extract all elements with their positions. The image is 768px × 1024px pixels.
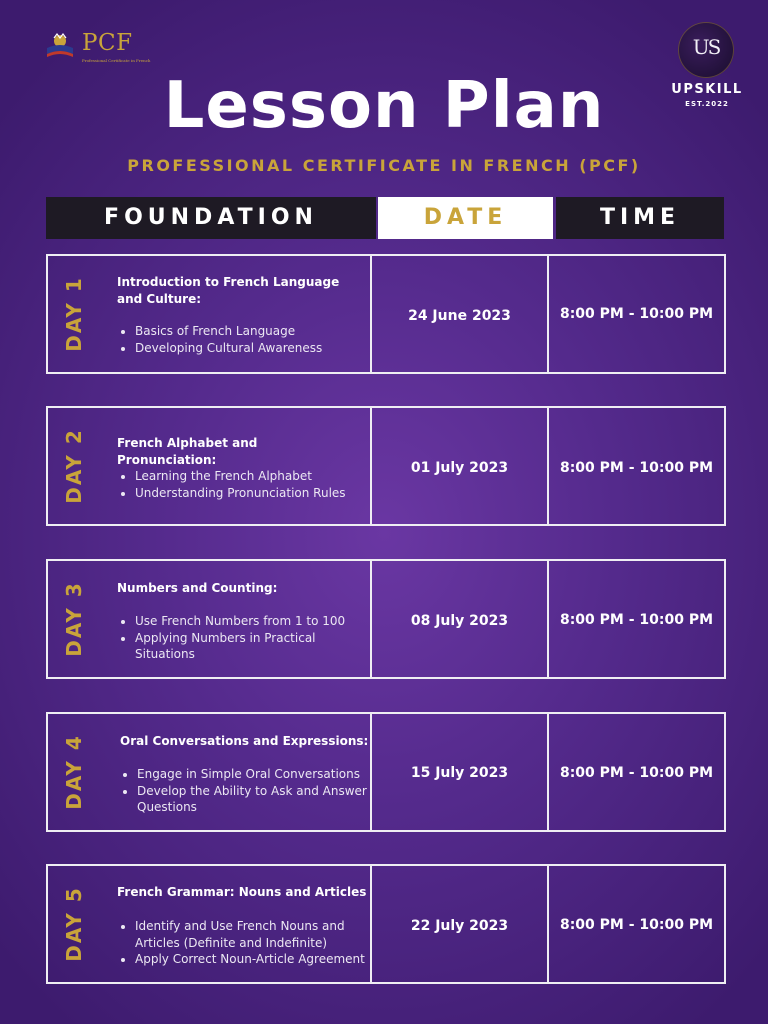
header-foundation: FOUNDATION <box>46 197 376 239</box>
lesson-point: • Basics of French Language <box>135 323 367 340</box>
lesson-time-cell <box>547 712 726 832</box>
lesson-row-day-1 <box>46 254 724 374</box>
lesson-time: 8:00 PM - 10:00 PM <box>559 765 714 781</box>
lesson-topic-cell <box>46 559 372 679</box>
header-date: DATE <box>378 197 553 239</box>
lesson-point: • Develop the Ability to Ask and Answer Questions <box>137 783 369 816</box>
lesson-date: 08 July 2023 <box>410 613 509 629</box>
lesson-topic-cell <box>46 254 372 374</box>
lesson-topic: French Alphabet and Pronunciation: <box>117 436 258 467</box>
lesson-date-cell <box>370 406 549 526</box>
lesson-time-cell <box>547 254 726 374</box>
lesson-time-cell <box>547 559 726 679</box>
lesson-points <box>119 766 369 816</box>
upskill-brand-name: UPSKILL <box>671 82 743 97</box>
lesson-point: • Apply Correct Noun-Article Agreement <box>135 951 367 968</box>
lesson-row-day-5 <box>46 864 724 984</box>
day-label: DAY 3 <box>62 581 86 657</box>
lesson-points <box>117 613 367 663</box>
lesson-points <box>117 468 367 501</box>
lesson-topic: French Grammar: Nouns and Articles <box>117 885 367 899</box>
page-title: Lesson Plan <box>163 69 605 143</box>
lesson-points <box>117 323 367 356</box>
upskill-established: EST.2022 <box>685 100 729 108</box>
lesson-time-cell <box>547 406 726 526</box>
lesson-topic-cell <box>46 712 372 832</box>
lesson-point: • Understanding Pronunciation Rules <box>135 485 367 502</box>
day-label: DAY 4 <box>62 734 86 810</box>
lesson-point: • Developing Cultural Awareness <box>135 340 367 357</box>
lesson-point: • Engage in Simple Oral Conversations <box>137 766 369 783</box>
lesson-point: • Use French Numbers from 1 to 100 <box>135 613 367 630</box>
upskill-monogram: US <box>692 35 720 59</box>
pcf-logo <box>44 30 154 66</box>
lesson-points <box>117 918 367 968</box>
lesson-row-day-2 <box>46 406 724 526</box>
lesson-point: • Identify and Use French Nouns and Articles (Definite and Indefinite) <box>135 918 367 951</box>
lesson-date: 24 June 2023 <box>408 308 511 324</box>
lesson-topic-cell <box>46 864 372 984</box>
lesson-date: 22 July 2023 <box>410 918 509 934</box>
lesson-date: 15 July 2023 <box>410 765 509 781</box>
lesson-row-day-4 <box>46 712 724 832</box>
page-subtitle: PROFESSIONAL CERTIFICATE IN FRENCH (PCF) <box>127 156 641 175</box>
book-emblem-icon <box>44 32 76 60</box>
lesson-time-cell <box>547 864 726 984</box>
lesson-date-cell <box>370 712 549 832</box>
lesson-row-day-3 <box>46 559 724 679</box>
day-label: DAY 1 <box>62 276 86 352</box>
lesson-topic-cell <box>46 406 372 526</box>
pcf-tagline: Professional Certificate in French <box>82 58 151 63</box>
day-label: DAY 2 <box>62 428 86 504</box>
lesson-date: 01 July 2023 <box>410 460 509 476</box>
lesson-date-cell <box>370 254 549 374</box>
lesson-point: • Learning the French Alphabet <box>135 468 367 485</box>
lesson-point: • Applying Numbers in Practical Situations <box>135 630 367 663</box>
day-label: DAY 5 <box>62 886 86 962</box>
pcf-brand-name: PCF <box>82 30 133 56</box>
lesson-topic: Oral Conversations and Expressions: <box>120 734 369 748</box>
lesson-date-cell <box>370 559 549 679</box>
lesson-topic: Introduction to French Language and Culture: <box>117 275 340 306</box>
lesson-time: 8:00 PM - 10:00 PM <box>559 306 714 322</box>
lesson-topic: Numbers and Counting: <box>117 581 278 595</box>
lesson-date-cell <box>370 864 549 984</box>
lesson-time: 8:00 PM - 10:00 PM <box>559 917 714 933</box>
lesson-time: 8:00 PM - 10:00 PM <box>559 460 714 476</box>
header-time: TIME <box>556 197 724 239</box>
lesson-time: 8:00 PM - 10:00 PM <box>559 612 714 628</box>
